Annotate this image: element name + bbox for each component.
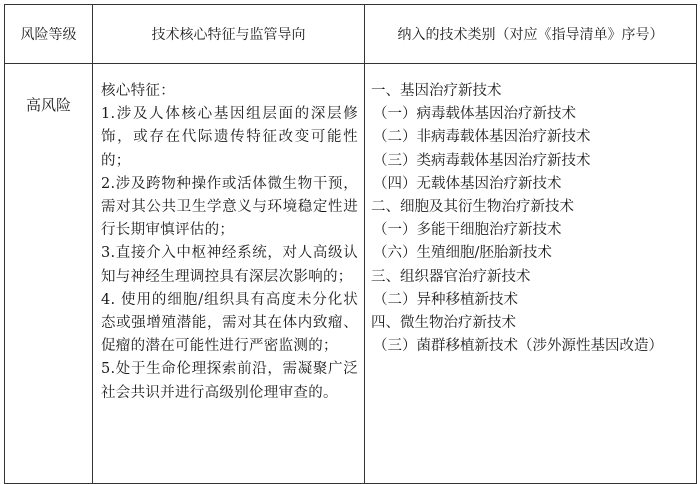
header-risk-level: 风险等级 [5,5,93,64]
category-heading: 三、组织器官治疗新技术 [371,268,531,285]
category-item: （六）生殖细胞/胚胎新技术 [373,245,552,262]
risk-table [4,4,697,484]
risk-level-cell: 高风险 [5,64,93,484]
category-item: （四）无载体基因治疗新技术 [373,175,562,192]
feature-item: 4. 使用的细胞/组织具有高度未分化状态或强增殖潜能，需对其在体内致瘤、促瘤的潜在可能性进行严密监测的； [101,291,358,355]
category-item: （一）多能干细胞治疗新技术 [373,222,562,239]
feature-heading: 核心特征： [101,83,175,99]
category-heading: 一、基因治疗新技术 [371,83,502,99]
feature-item: 5.处于生命伦理探索前沿，需凝聚广泛社会共识并进行高级别伦理审查的。 [101,361,358,401]
header-categories: 纳入的技术类别（对应《指导清单》序号） [365,5,697,64]
category-item: （三）菌群移植新技术（涉外源性基因改造） [373,338,663,355]
feature-item: 2.涉及跨物种操作或活体微生物干预，需对其公共卫生学意义与环境稳定性进行长期审慎评估的； [101,175,358,239]
risk-table-container [4,4,696,452]
category-item: （二）异种移植新技术 [373,291,518,308]
core-features-cell [93,64,365,484]
category-heading: 二、细胞及其衍生物治疗新技术 [371,199,574,216]
category-item: （三）类病毒载体基因治疗新技术 [373,152,591,169]
header-core-features: 技术核心特征与监管导向 [93,5,365,64]
category-heading: 四、微生物治疗新技术 [371,315,516,332]
feature-item: 3.直接介入中枢神经系统，对人高级认知与神经生理调控具有深层次影响的； [101,245,358,285]
category-item: （一）病毒载体基因治疗新技术 [373,106,576,123]
table-row [5,64,697,484]
category-item: （二）非病毒载体基因治疗新技术 [373,129,591,146]
categories-cell [365,64,697,484]
header-row [5,5,697,64]
feature-item: 1.涉及人体核心基因组层面的深层修饰，或存在代际遗传特征改变可能性的； [101,106,358,169]
